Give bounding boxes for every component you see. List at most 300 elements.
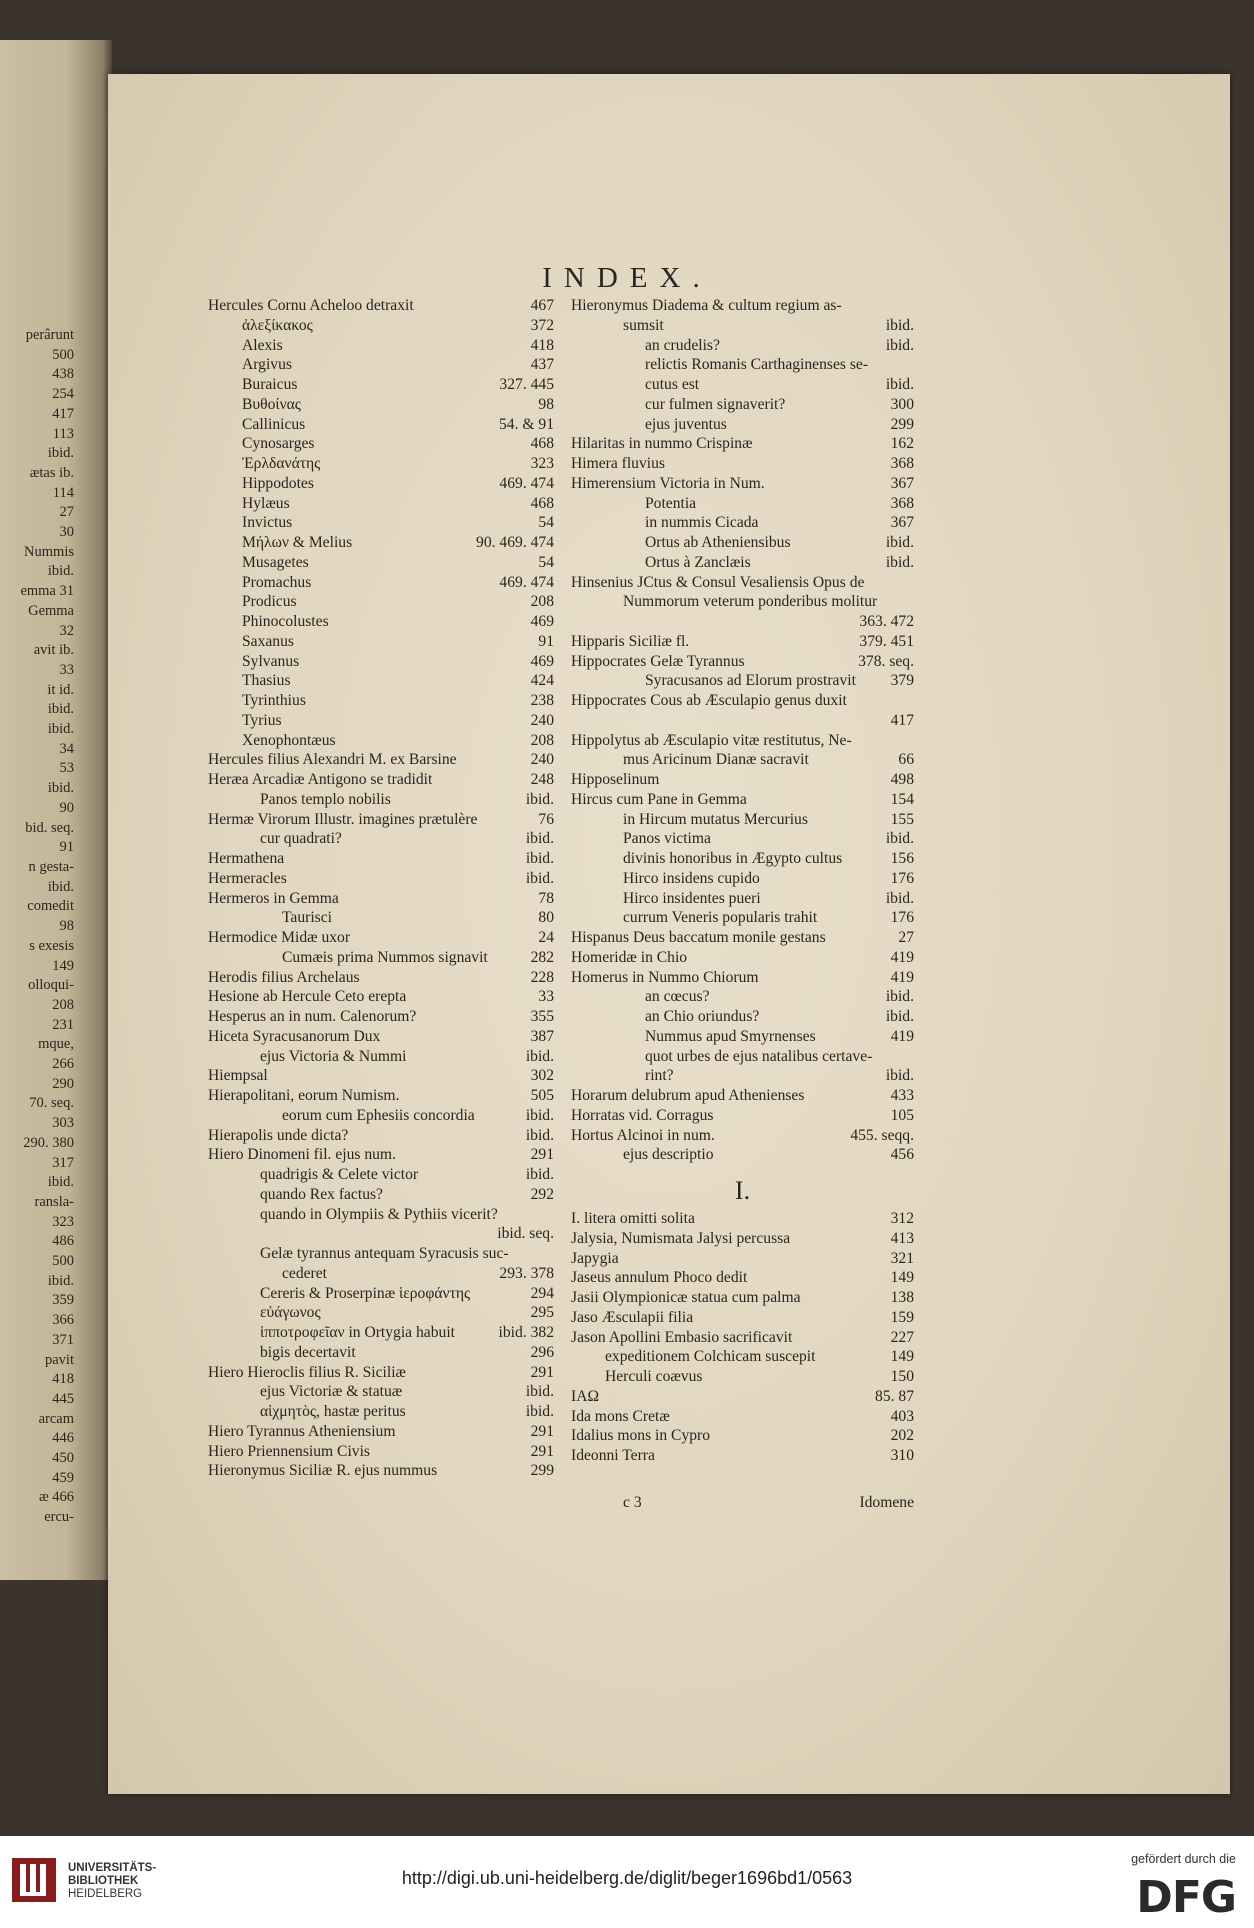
entry-term: Cereris & Proserpinæ ἱεροφάντης xyxy=(260,1284,471,1302)
index-entry xyxy=(571,1328,914,1348)
entry-term: Hercules Cornu Acheloo detraxit xyxy=(208,297,414,314)
index-entry xyxy=(571,731,914,751)
facing-page-fragment: emma 31 xyxy=(20,583,74,600)
facing-page-fragment: 27 xyxy=(59,504,74,521)
entry-term: Saxanus xyxy=(242,632,294,650)
facing-page-fragment: 30 xyxy=(59,524,74,541)
index-entry xyxy=(208,513,554,533)
index-entry xyxy=(208,652,554,672)
entry-page-ref: ibid. xyxy=(885,553,914,571)
footer-bar xyxy=(0,1836,1254,1928)
entry-page-ref: 419 xyxy=(890,968,914,986)
entry-page-ref: 456 xyxy=(890,1146,914,1164)
entry-term: αἰχμητὸς, hastæ peritus xyxy=(260,1403,406,1420)
entry-term: Promachus xyxy=(242,573,312,591)
index-entry xyxy=(208,375,554,395)
entry-term: Jaso Æsculapii filia xyxy=(571,1308,694,1326)
facing-page-fragment: 90 xyxy=(59,799,74,816)
index-entry xyxy=(571,434,914,454)
entry-page-ref: 299 xyxy=(530,1462,554,1480)
index-entry xyxy=(571,355,914,375)
facing-page-fragment: 446 xyxy=(52,1430,74,1447)
entry-page-ref: 176 xyxy=(890,909,914,927)
facing-page-fragment: 500 xyxy=(52,346,74,363)
index-entry xyxy=(571,1066,914,1086)
facing-page-fragment: perârunt xyxy=(25,327,74,343)
entry-term: Musagetes xyxy=(242,553,309,571)
entry-page-ref: 368 xyxy=(890,455,914,472)
index-entry xyxy=(208,849,554,869)
index-entry xyxy=(571,1047,914,1067)
sponsor-text: gefördert durch die xyxy=(1131,1852,1236,1866)
index-entry xyxy=(571,928,914,948)
entry-term: quadrigis & Celete victor xyxy=(260,1166,419,1183)
facing-page-fragment: 266 xyxy=(52,1056,74,1073)
entry-term: Ortus ab Atheniensibus xyxy=(645,534,791,551)
entry-page-ref: ibid. 382 xyxy=(498,1324,554,1341)
entry-term: Horratas vid. Corragus xyxy=(571,1106,714,1124)
entry-page-ref: 291 xyxy=(530,1422,554,1440)
entry-term: Hercules filius Alexandri M. ex Barsine xyxy=(208,751,457,769)
index-entries-i xyxy=(571,1209,914,1466)
entry-page-ref: 367 xyxy=(890,474,914,492)
index-entry xyxy=(571,849,914,869)
facing-page-fragment: 366 xyxy=(52,1312,74,1329)
entry-page-ref: 299 xyxy=(890,415,914,433)
entry-page-ref: 424 xyxy=(530,672,554,690)
entry-page-ref: 291 xyxy=(530,1442,554,1460)
entry-page-ref: 54 xyxy=(538,514,554,532)
index-entry xyxy=(208,1086,554,1106)
facing-page-fragment: ibid. xyxy=(47,701,74,718)
facing-page-fragment: 459 xyxy=(52,1469,74,1486)
entry-page-ref: 248 xyxy=(530,771,554,788)
facing-page-fragment: 438 xyxy=(52,366,74,383)
entry-page-ref: 291 xyxy=(530,1363,554,1381)
entry-term: Panos victima xyxy=(623,830,711,848)
entry-page-ref: 455. seqq. xyxy=(850,1126,914,1144)
facing-page-fragment: 34 xyxy=(59,740,74,757)
entry-page-ref: 282 xyxy=(530,948,554,966)
facing-page-fragment: Nummis xyxy=(24,543,74,560)
entry-term: Ἐρλδανάτης xyxy=(242,455,321,472)
entry-term: Hipparis Siciliæ fl. xyxy=(571,632,690,650)
index-column-left xyxy=(208,296,554,1481)
entry-page-ref: 433 xyxy=(890,1087,914,1104)
section-heading-i: I. xyxy=(734,1176,751,1205)
entry-term: Hermodice Midæ uxor xyxy=(208,929,351,946)
facing-page-fragment: 290. 380 xyxy=(23,1134,74,1151)
index-entry xyxy=(571,1426,914,1446)
entry-term: Hierapolitani, eorum Numism. xyxy=(208,1087,400,1104)
index-entry xyxy=(208,395,554,415)
index-entry xyxy=(208,1303,554,1323)
entry-term: Himerensium Victoria in Num. xyxy=(571,474,765,492)
entry-page-ref: 379. 451 xyxy=(859,632,914,650)
entry-page-ref: 85. 87 xyxy=(875,1387,914,1405)
index-entry xyxy=(571,415,914,435)
index-entry xyxy=(571,1446,914,1466)
entry-term: Hiempsal xyxy=(208,1067,268,1085)
index-entry xyxy=(571,889,914,909)
index-entry xyxy=(571,1007,914,1027)
index-entry xyxy=(571,948,914,968)
entry-page-ref: 202 xyxy=(890,1427,914,1445)
facing-page-fragment: 450 xyxy=(52,1450,74,1467)
entry-page-ref: 372 xyxy=(530,316,554,334)
index-entry xyxy=(571,296,914,316)
entry-term: Βυθοίνας xyxy=(242,395,301,413)
facing-page-fragment: 359 xyxy=(52,1292,74,1309)
entry-term: in Hircum mutatus Mercurius xyxy=(623,810,808,828)
index-entries-h xyxy=(571,296,914,1165)
index-entry xyxy=(571,474,914,494)
entry-term: Hylæus xyxy=(242,494,290,512)
entry-page-ref: 378. seq. xyxy=(858,652,914,670)
entry-page-ref: 91 xyxy=(538,632,554,650)
facing-page-fragment: olloqui- xyxy=(28,977,74,994)
entry-term: bigis decertavit xyxy=(260,1343,356,1361)
entry-term: Herculi coævus xyxy=(605,1368,703,1385)
entry-page-ref: 238 xyxy=(530,692,554,709)
entry-term: Hieronymus Diadema & cultum regium as- xyxy=(571,297,842,314)
facing-page-fragment: 290 xyxy=(52,1075,74,1092)
entry-term: Phinocolustes xyxy=(242,613,329,630)
index-entry xyxy=(208,316,554,336)
facing-page-fragment: 323 xyxy=(52,1213,74,1230)
entry-page-ref: 27 xyxy=(898,929,914,946)
entry-term: Hermathena xyxy=(208,850,285,867)
entry-page-ref: 150 xyxy=(890,1368,914,1385)
index-entry xyxy=(208,1244,554,1264)
entry-term: cur fulmen signaverit? xyxy=(645,395,786,413)
index-entry xyxy=(208,968,554,988)
entry-page-ref: ibid. xyxy=(885,1067,914,1085)
entry-page-ref: 403 xyxy=(890,1407,914,1425)
facing-page-fragment: ibid. xyxy=(47,878,74,895)
facing-page-fragment: 33 xyxy=(59,661,74,678)
entry-term: Μήλων & Melius xyxy=(242,534,353,551)
entry-page-ref: 418 xyxy=(530,336,554,354)
index-entry xyxy=(208,434,554,454)
entry-page-ref: 312 xyxy=(890,1210,914,1227)
entry-page-ref: ibid. xyxy=(525,1047,554,1065)
index-entry xyxy=(208,750,554,770)
entry-page-ref: 78 xyxy=(538,889,554,907)
index-entry xyxy=(208,908,554,928)
entry-term: Gelæ tyrannus antequam Syracusis suc- xyxy=(260,1245,509,1262)
index-entry xyxy=(208,691,554,711)
entry-page-ref: 54 xyxy=(538,553,554,571)
entry-term: cederet xyxy=(282,1264,328,1282)
entry-term: Hiero Dinomeni fil. ejus num. xyxy=(208,1146,396,1164)
signature-mark: c 3 xyxy=(623,1494,642,1511)
dfg-logo[interactable]: DFG xyxy=(1136,1872,1236,1923)
facing-page-fragment: 445 xyxy=(52,1390,74,1407)
entry-page-ref: 24 xyxy=(538,929,554,946)
index-entry xyxy=(208,1185,554,1205)
entry-term: Hesione ab Hercule Ceto erepta xyxy=(208,988,407,1006)
facing-page-fragment: comedit xyxy=(27,898,74,915)
index-entry xyxy=(571,336,914,356)
library-name-line: UNIVERSITÄTS- xyxy=(68,1862,157,1874)
facing-page-fragment: 371 xyxy=(52,1331,74,1348)
facing-page-fragment: it id. xyxy=(47,681,74,698)
entry-page-ref: 379 xyxy=(890,672,914,690)
entry-page-ref: 327. 445 xyxy=(499,376,554,393)
entry-term: Hipposelinum xyxy=(571,771,660,788)
facing-page-fragment: bid. seq. xyxy=(25,819,74,836)
page-title: INDEX. xyxy=(542,262,712,294)
index-entry xyxy=(571,750,914,770)
index-entry xyxy=(208,1027,554,1047)
entry-page-ref: 240 xyxy=(530,711,554,729)
entry-term: quando in Olympiis & Pythiis vicerit? xyxy=(260,1205,498,1223)
index-entry xyxy=(571,987,914,1007)
index-entry xyxy=(208,1323,554,1343)
entry-page-ref: 240 xyxy=(530,751,554,769)
entry-term: ejus Victoriæ & statuæ xyxy=(260,1383,403,1401)
facing-page-fragment: 486 xyxy=(52,1233,74,1250)
entry-term: divinis honoribus in Ægypto cultus xyxy=(623,850,843,867)
index-entry xyxy=(208,553,554,573)
index-entry xyxy=(571,316,914,336)
index-entry xyxy=(208,494,554,514)
index-entry xyxy=(571,869,914,889)
entry-term: Himera fluvius xyxy=(571,455,665,472)
index-entry xyxy=(208,731,554,751)
entry-term: Buraicus xyxy=(242,376,298,393)
entry-term: Hiceta Syracusanorum Dux xyxy=(208,1027,381,1045)
entry-page-ref: 296 xyxy=(530,1343,554,1361)
index-entry xyxy=(208,612,554,632)
entry-term: Hircus cum Pane in Gemma xyxy=(571,790,747,808)
entry-term: currum Veneris popularis trahit xyxy=(623,909,818,927)
entry-term: Hesperus an in num. Calenorum? xyxy=(208,1008,417,1025)
entry-term: Hilaritas in nummo Crispinæ xyxy=(571,435,753,453)
entry-page-ref: 302 xyxy=(530,1067,554,1085)
entry-term: Hirco insidentes pueri xyxy=(623,889,761,907)
entry-page-ref: 208 xyxy=(530,731,554,749)
entry-page-ref: 368 xyxy=(890,494,914,512)
entry-term: Hierapolis unde dicta? xyxy=(208,1126,349,1144)
entry-page-ref: ibid. xyxy=(525,790,554,808)
entry-term: Tyrius xyxy=(242,711,282,729)
entry-term: Hiero Tyrannus Atheniensium xyxy=(208,1422,396,1440)
facing-page-fragment: 53 xyxy=(59,760,74,777)
entry-page-ref: ibid. xyxy=(525,830,554,848)
entry-page-ref: 90. 469. 474 xyxy=(476,534,554,551)
facing-page-fragment: ibid. xyxy=(47,721,74,738)
index-entry xyxy=(208,790,554,810)
facing-page-fragment: ibid. xyxy=(47,1174,74,1191)
entry-term: Sylvanus xyxy=(242,652,300,670)
index-entry xyxy=(208,1382,554,1402)
index-entry xyxy=(571,1407,914,1427)
entry-term: Thasius xyxy=(242,672,291,690)
facing-page-fragment: 91 xyxy=(59,839,74,856)
index-entry xyxy=(571,494,914,514)
entry-term: Xenophontæus xyxy=(242,731,336,749)
entry-page-ref: ibid. xyxy=(525,1383,554,1401)
entry-term: Hippocrates Gelæ Tyrannus xyxy=(571,652,745,670)
entry-term: Hortus Alcinoi in num. xyxy=(571,1126,715,1144)
index-entry xyxy=(571,1268,914,1288)
entry-term: ejus Victoria & Nummi xyxy=(260,1047,407,1065)
entry-term: Hippocrates Cous ab Æsculapio genus duxit xyxy=(571,692,847,709)
entry-page-ref: 149 xyxy=(890,1269,914,1287)
entry-term: Ideonni Terra xyxy=(571,1447,655,1464)
facing-page-fragment: 149 xyxy=(52,957,74,974)
facing-page-fragment: arcam xyxy=(38,1410,74,1427)
entry-term: Ortus à Zanclæis xyxy=(645,553,751,571)
entry-term: Jalysia, Numismata Jalysi percussa xyxy=(571,1229,791,1247)
entry-term: eorum cum Ephesiis concordia xyxy=(282,1106,475,1124)
index-entry xyxy=(208,1224,554,1244)
index-entry xyxy=(571,908,914,928)
index-entry xyxy=(208,1343,554,1363)
index-column-right xyxy=(571,296,914,1466)
index-entry xyxy=(208,829,554,849)
index-entry xyxy=(571,454,914,474)
facing-page-fragment: s exesis xyxy=(29,937,74,954)
index-entry xyxy=(208,711,554,731)
facing-page-text xyxy=(0,326,74,1528)
index-entry xyxy=(208,1126,554,1146)
entry-term: Cumæis prima Nummos signavit xyxy=(282,948,488,966)
entry-term: Jasii Olympionicæ statua cum palma xyxy=(571,1289,801,1306)
index-entry xyxy=(571,553,914,573)
entry-term: cur quadrati? xyxy=(260,830,342,848)
entry-term: Hiero Hieroclis filius R. Siciliæ xyxy=(208,1363,406,1381)
permalink-url[interactable]: http://digi.ub.uni-heidelberg.de/diglit/beger1696bd1/0563 xyxy=(401,1868,853,1888)
facing-page-fragment: 113 xyxy=(52,425,74,442)
library-name-line: HEIDELBERG xyxy=(68,1888,143,1900)
facing-page-fragment: æ 466 xyxy=(38,1489,74,1506)
entry-page-ref: 419 xyxy=(890,948,914,966)
facing-page-fragment: 417 xyxy=(52,405,74,422)
index-entry xyxy=(571,395,914,415)
entry-page-ref: 469 xyxy=(530,613,554,630)
entry-term: Hermæ Virorum Illustr. imagines prætulère xyxy=(208,810,478,828)
entry-term: Alexis xyxy=(242,336,283,354)
entry-term: ejus descriptio xyxy=(623,1146,714,1164)
index-entry xyxy=(571,632,914,652)
entry-page-ref: ibid. xyxy=(885,889,914,907)
entry-page-ref: ibid. xyxy=(885,376,914,393)
index-entry xyxy=(571,671,914,691)
entry-term: Argivus xyxy=(242,356,292,374)
index-entry xyxy=(208,1363,554,1383)
index-entry xyxy=(571,1308,914,1328)
index-entry xyxy=(208,573,554,593)
index-entry xyxy=(208,1284,554,1304)
entry-page-ref: 419 xyxy=(890,1027,914,1045)
index-entry xyxy=(571,592,914,612)
entry-term: rint? xyxy=(645,1067,674,1085)
index-entry xyxy=(571,1249,914,1269)
index-entry xyxy=(208,1165,554,1185)
entry-term: quot urbes de ejus natalibus certave- xyxy=(645,1047,873,1065)
index-entry xyxy=(208,1047,554,1067)
entry-term: Jason Apollini Embasio sacrificavit xyxy=(571,1328,793,1346)
entry-term: Prodicus xyxy=(242,593,297,611)
entry-term: Homerus in Nummo Chiorum xyxy=(571,968,759,986)
entry-page-ref: 80 xyxy=(538,909,554,927)
index-entry xyxy=(571,1145,914,1165)
facing-page-fragment: ibid. xyxy=(47,780,74,797)
entry-page-ref: 33 xyxy=(538,988,554,1006)
index-entry xyxy=(571,1106,914,1126)
entry-term: expeditionem Colchicam suscepit xyxy=(605,1348,816,1366)
index-entry xyxy=(571,573,914,593)
index-entry xyxy=(571,829,914,849)
entry-page-ref: ibid. xyxy=(885,316,914,334)
index-entry xyxy=(571,968,914,988)
index-entry xyxy=(208,1145,554,1165)
entry-term: Jaseus annulum Phoco dedit xyxy=(571,1269,748,1287)
index-entry xyxy=(571,1126,914,1146)
facing-page-fragment: ætas ib. xyxy=(29,464,74,481)
index-entry xyxy=(208,355,554,375)
entry-term: ΙΑΩ xyxy=(571,1387,600,1405)
facing-page-fragment: 208 xyxy=(52,996,74,1013)
entry-page-ref: 227 xyxy=(890,1328,914,1346)
index-entry xyxy=(208,632,554,652)
entry-term: Potentia xyxy=(645,494,697,512)
entry-page-ref: 294 xyxy=(530,1284,554,1302)
index-entry xyxy=(571,375,914,395)
entry-term: Hippodotes xyxy=(242,474,314,492)
entry-page-ref: 291 xyxy=(530,1146,554,1164)
facing-page-fragment: 70. seq. xyxy=(29,1095,74,1112)
facing-page-fragment: 500 xyxy=(52,1253,74,1270)
index-entry xyxy=(208,474,554,494)
entry-page-ref: 505 xyxy=(530,1087,554,1104)
entry-page-ref: 149 xyxy=(890,1348,914,1366)
entry-page-ref: 156 xyxy=(890,850,914,867)
facing-page-fragment: 98 xyxy=(59,918,74,935)
entry-page-ref: 138 xyxy=(890,1289,914,1306)
index-entry xyxy=(208,415,554,435)
index-entry xyxy=(571,513,914,533)
entry-term: Homeridæ in Chio xyxy=(571,948,688,966)
entry-term: mus Aricinum Dianæ sacravit xyxy=(623,751,809,769)
entry-term: Hippolytus ab Æsculapio vitæ restitutus, Ne- xyxy=(571,731,852,749)
facing-page-fragment: pavit xyxy=(45,1351,74,1368)
entry-term: Hieronymus Siciliæ R. ejus nummus xyxy=(208,1462,438,1480)
entry-page-ref: ibid. xyxy=(525,1166,554,1183)
index-entry xyxy=(208,810,554,830)
index-entry xyxy=(208,770,554,790)
entry-term: cutus est xyxy=(645,376,700,393)
entry-term: Taurisci xyxy=(282,909,333,927)
facing-page-fragment: 254 xyxy=(52,386,74,403)
index-entry xyxy=(208,671,554,691)
entry-page-ref: 417 xyxy=(890,711,914,729)
entry-page-ref: 469 xyxy=(530,652,554,670)
entry-page-ref: ibid. xyxy=(885,1008,914,1025)
index-entry xyxy=(208,1442,554,1462)
entry-page-ref: 387 xyxy=(530,1027,554,1045)
facing-page-fragment: Gemma xyxy=(28,602,74,619)
facing-page-fragment: ibid. xyxy=(47,1272,74,1289)
entry-page-ref: 66 xyxy=(898,751,914,769)
entry-page-ref: ibid. xyxy=(525,1106,554,1124)
index-entry xyxy=(571,790,914,810)
entry-page-ref: ibid. xyxy=(525,1126,554,1144)
entry-page-ref: 98 xyxy=(538,395,554,413)
